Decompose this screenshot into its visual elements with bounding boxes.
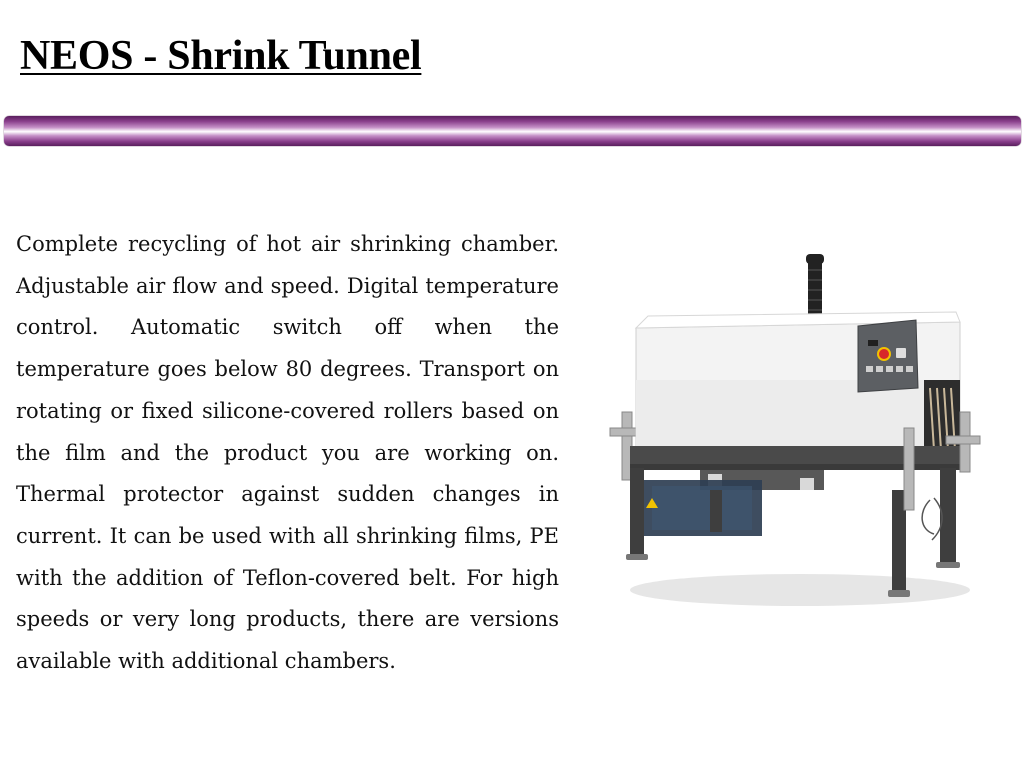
product-description: Complete recycling of hot air shrinking chamber. Adjustable air flow and speed. Digital temperature control. Automatic switch off when the temperature goes below 80 degrees. Transport on rotating or fixed silicone-covered rollers based on the film and the product you are working on. Thermal protector against sudden changes in current. It can be used with all shrinking films, PE with the addition of Teflon-covered belt. For high speeds or very long products, there are versions available with additional chambers. xyxy=(16,232,559,674)
decorative-divider-bar xyxy=(4,116,1021,146)
control-panel xyxy=(858,320,918,392)
shrink-tunnel-machine-image xyxy=(600,250,990,620)
emergency-stop-button xyxy=(878,348,890,360)
page-title: NEOS - Shrink Tunnel xyxy=(20,33,422,79)
